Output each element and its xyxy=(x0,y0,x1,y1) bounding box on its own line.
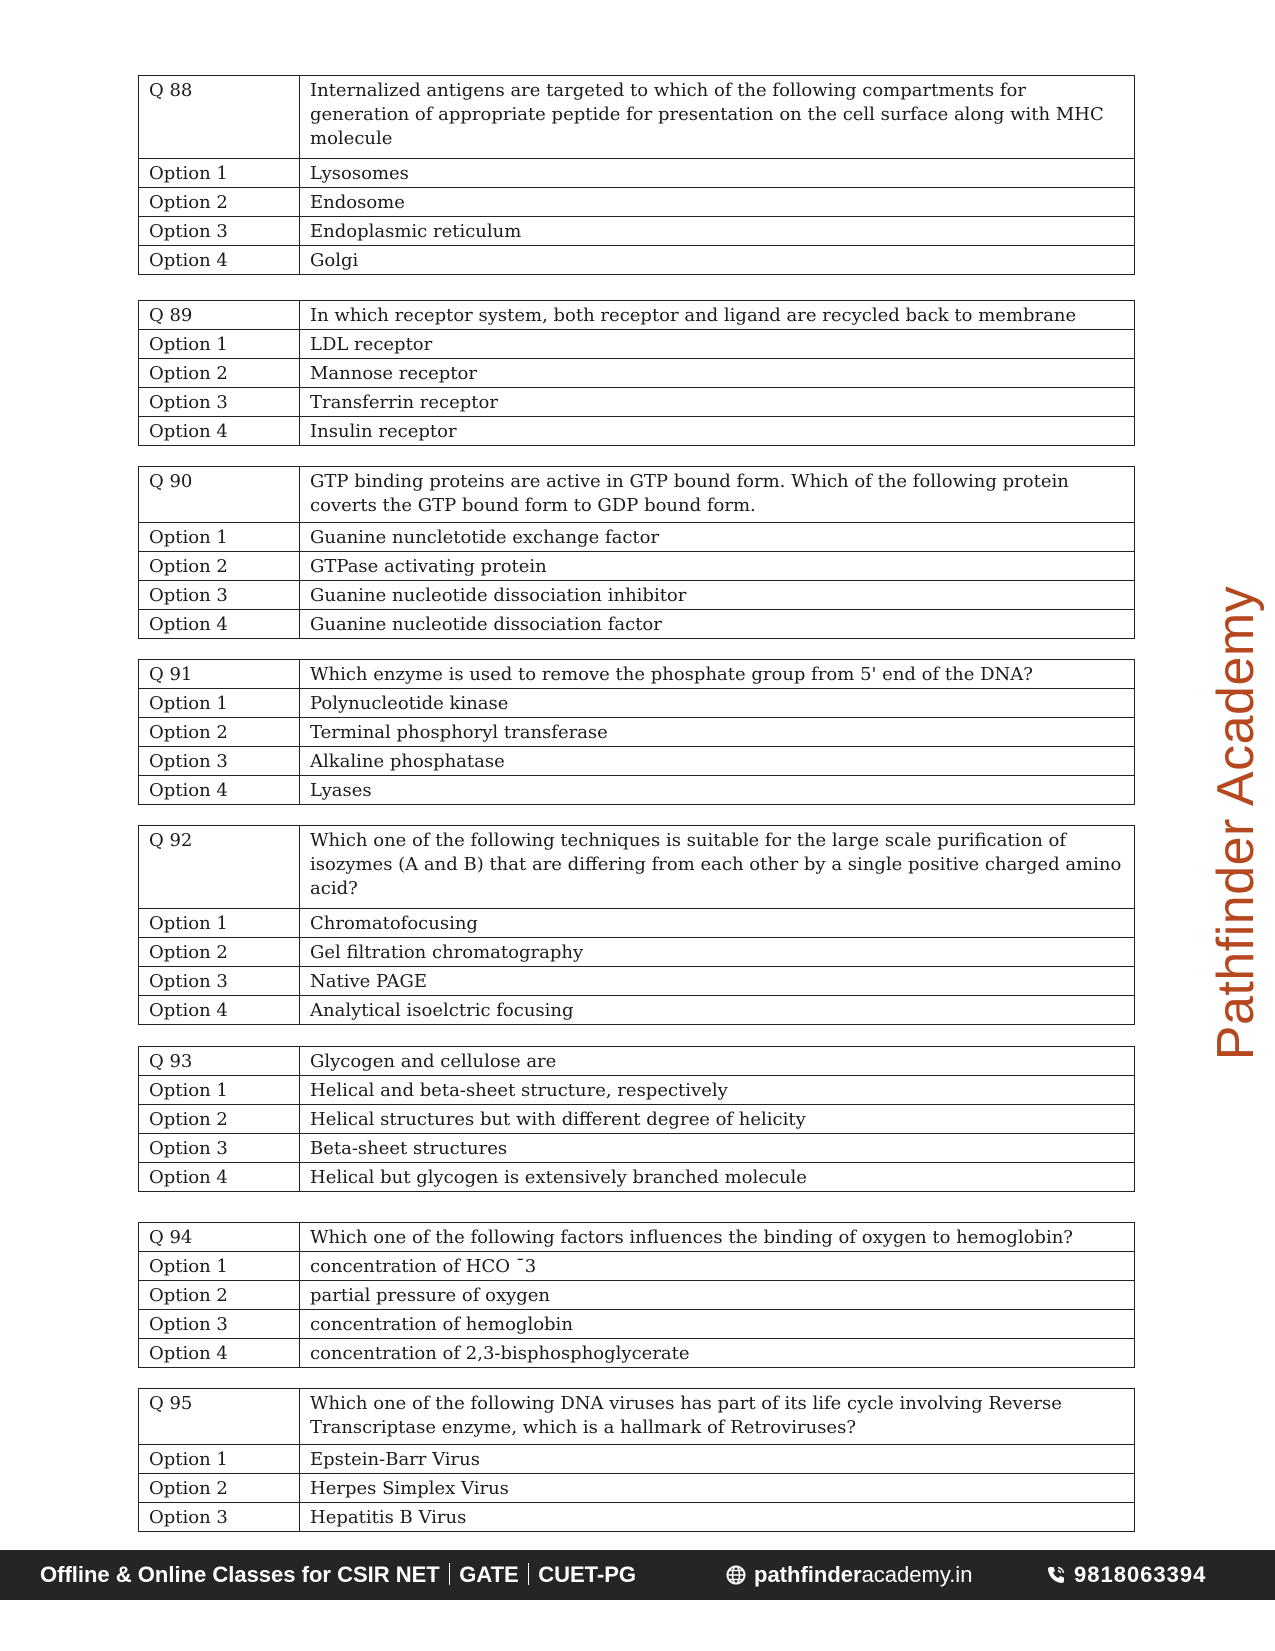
option-text: concentration of hemoglobin xyxy=(300,1310,1135,1339)
option-label: Option 4 xyxy=(139,246,300,275)
option-label: Option 2 xyxy=(139,1474,300,1503)
question-text: Internalized antigens are targeted to which of the following compartments for generation of appropriate peptide for presentation on the cell surface along with MHC molecule xyxy=(300,76,1135,159)
option-row xyxy=(139,747,1135,776)
phone-icon xyxy=(1046,1565,1066,1585)
option-row xyxy=(139,776,1135,805)
option-row xyxy=(139,996,1135,1025)
question-text: Glycogen and cellulose are xyxy=(300,1047,1135,1076)
question-text: Which one of the following DNA viruses has part of its life cycle involving Reverse Transcriptase enzyme, which is a hallmark of Retroviruses? xyxy=(300,1389,1135,1445)
question-text: GTP binding proteins are active in GTP bound form. Which of the following protein coverts the GTP bound form to GDP bound form. xyxy=(300,467,1135,523)
option-label: Option 4 xyxy=(139,776,300,805)
option-label: Option 3 xyxy=(139,1134,300,1163)
option-row xyxy=(139,523,1135,552)
option-text: Gel filtration chromatography xyxy=(300,938,1135,967)
watermark: Pathfinder Academy xyxy=(1207,585,1265,1061)
footer-banner xyxy=(0,1550,1275,1600)
option-label: Option 2 xyxy=(139,359,300,388)
question-number: Q 91 xyxy=(139,660,300,689)
option-text: Lyases xyxy=(300,776,1135,805)
question-row xyxy=(139,660,1135,689)
option-label: Option 2 xyxy=(139,1281,300,1310)
question-number: Q 92 xyxy=(139,826,300,909)
question-table xyxy=(138,1388,1135,1532)
question-number: Q 88 xyxy=(139,76,300,159)
option-text: Insulin receptor xyxy=(300,417,1135,446)
option-row xyxy=(139,1339,1135,1368)
option-label: Option 1 xyxy=(139,1252,300,1281)
option-row xyxy=(139,1252,1135,1281)
option-label: Option 3 xyxy=(139,217,300,246)
option-text: Analytical isoelctric focusing xyxy=(300,996,1135,1025)
option-label: Option 1 xyxy=(139,330,300,359)
option-text: concentration of 2,3-bisphosphoglycerate xyxy=(300,1339,1135,1368)
divider xyxy=(528,1563,530,1585)
option-row xyxy=(139,689,1135,718)
option-row xyxy=(139,610,1135,639)
footer-tagline xyxy=(40,1562,636,1588)
question-table xyxy=(138,825,1135,1025)
option-row xyxy=(139,581,1135,610)
option-text: concentration of HCO ¯3 xyxy=(300,1252,1135,1281)
option-text: Guanine nucleotide dissociation inhibitor xyxy=(300,581,1135,610)
question-row xyxy=(139,76,1135,159)
footer-website[interactable] xyxy=(726,1562,972,1588)
option-label: Option 4 xyxy=(139,1339,300,1368)
option-label: Option 1 xyxy=(139,1076,300,1105)
option-label: Option 2 xyxy=(139,188,300,217)
option-row xyxy=(139,1105,1135,1134)
option-text: Lysosomes xyxy=(300,159,1135,188)
option-text: Native PAGE xyxy=(300,967,1135,996)
option-text: Chromatofocusing xyxy=(300,909,1135,938)
option-label: Option 4 xyxy=(139,996,300,1025)
option-label: Option 1 xyxy=(139,689,300,718)
option-label: Option 1 xyxy=(139,523,300,552)
option-text: Alkaline phosphatase xyxy=(300,747,1135,776)
question-text: Which one of the following techniques is suitable for the large scale purification of isozymes (A and B) that are differing from each other by a single positive charged amino acid? xyxy=(300,826,1135,909)
option-label: Option 3 xyxy=(139,967,300,996)
option-label: Option 1 xyxy=(139,1445,300,1474)
option-row xyxy=(139,1076,1135,1105)
option-text: Terminal phosphoryl transferase xyxy=(300,718,1135,747)
option-label: Option 1 xyxy=(139,909,300,938)
footer-phone[interactable] xyxy=(1046,1562,1206,1588)
option-row xyxy=(139,552,1135,581)
question-table xyxy=(138,75,1135,275)
option-label: Option 3 xyxy=(139,1503,300,1532)
footer-tagline-cuet: CUET-PG xyxy=(538,1562,637,1587)
question-number: Q 89 xyxy=(139,301,300,330)
question-text: Which one of the following factors influences the binding of oxygen to hemoglobin? xyxy=(300,1223,1135,1252)
option-label: Option 4 xyxy=(139,1163,300,1192)
option-text: Hepatitis B Virus xyxy=(300,1503,1135,1532)
question-row xyxy=(139,301,1135,330)
question-list xyxy=(138,75,1135,1532)
option-row xyxy=(139,1310,1135,1339)
question-table xyxy=(138,466,1135,639)
phone-number: 9818063394 xyxy=(1074,1562,1207,1587)
option-text: Epstein-Barr Virus xyxy=(300,1445,1135,1474)
option-row xyxy=(139,330,1135,359)
option-row xyxy=(139,246,1135,275)
question-row xyxy=(139,467,1135,523)
question-number: Q 93 xyxy=(139,1047,300,1076)
question-table xyxy=(138,300,1135,446)
question-table xyxy=(138,659,1135,805)
globe-icon xyxy=(726,1565,746,1585)
option-label: Option 4 xyxy=(139,610,300,639)
option-text: Transferrin receptor xyxy=(300,388,1135,417)
option-text: Polynucleotide kinase xyxy=(300,689,1135,718)
option-text: Golgi xyxy=(300,246,1135,275)
option-row xyxy=(139,1445,1135,1474)
option-label: Option 3 xyxy=(139,388,300,417)
option-text: Helical structures but with different degree of helicity xyxy=(300,1105,1135,1134)
option-label: Option 2 xyxy=(139,552,300,581)
option-row xyxy=(139,1474,1135,1503)
option-label: Option 2 xyxy=(139,718,300,747)
question-number: Q 90 xyxy=(139,467,300,523)
question-table xyxy=(138,1222,1135,1368)
question-table xyxy=(138,1046,1135,1192)
option-row xyxy=(139,388,1135,417)
question-row xyxy=(139,826,1135,909)
option-row xyxy=(139,159,1135,188)
divider xyxy=(449,1563,451,1585)
option-label: Option 2 xyxy=(139,938,300,967)
option-text: Guanine nucleotide dissociation factor xyxy=(300,610,1135,639)
option-text: Helical but glycogen is extensively branched molecule xyxy=(300,1163,1135,1192)
question-number: Q 95 xyxy=(139,1389,300,1445)
option-row xyxy=(139,1163,1135,1192)
option-text: GTPase activating protein xyxy=(300,552,1135,581)
website-domain-bold: pathfinder xyxy=(754,1562,862,1587)
option-label: Option 1 xyxy=(139,159,300,188)
option-row xyxy=(139,1503,1135,1532)
question-row xyxy=(139,1223,1135,1252)
option-text: Beta-sheet structures xyxy=(300,1134,1135,1163)
option-text: Endoplasmic reticulum xyxy=(300,217,1135,246)
footer-tagline-main: Offline & Online Classes for CSIR NET xyxy=(40,1562,440,1587)
option-text: Guanine nuncletotide exchange factor xyxy=(300,523,1135,552)
footer-tagline-gate: GATE xyxy=(459,1562,519,1587)
option-label: Option 2 xyxy=(139,1105,300,1134)
option-text: Helical and beta-sheet structure, respectively xyxy=(300,1076,1135,1105)
option-row xyxy=(139,909,1135,938)
option-row xyxy=(139,217,1135,246)
option-label: Option 3 xyxy=(139,747,300,776)
question-number: Q 94 xyxy=(139,1223,300,1252)
question-text: In which receptor system, both receptor and ligand are recycled back to membrane xyxy=(300,301,1135,330)
option-row xyxy=(139,938,1135,967)
question-text: Which enzyme is used to remove the phosphate group from 5' end of the DNA? xyxy=(300,660,1135,689)
website-domain-light: academy.in xyxy=(861,1562,973,1587)
option-row xyxy=(139,417,1135,446)
option-label: Option 4 xyxy=(139,417,300,446)
option-text: Endosome xyxy=(300,188,1135,217)
option-row xyxy=(139,359,1135,388)
question-row xyxy=(139,1047,1135,1076)
option-text: LDL receptor xyxy=(300,330,1135,359)
option-row xyxy=(139,188,1135,217)
option-row xyxy=(139,718,1135,747)
option-row xyxy=(139,1134,1135,1163)
question-row xyxy=(139,1389,1135,1445)
option-label: Option 3 xyxy=(139,581,300,610)
option-label: Option 3 xyxy=(139,1310,300,1339)
option-row xyxy=(139,1281,1135,1310)
option-text: partial pressure of oxygen xyxy=(300,1281,1135,1310)
option-text: Herpes Simplex Virus xyxy=(300,1474,1135,1503)
option-text: Mannose receptor xyxy=(300,359,1135,388)
option-row xyxy=(139,967,1135,996)
